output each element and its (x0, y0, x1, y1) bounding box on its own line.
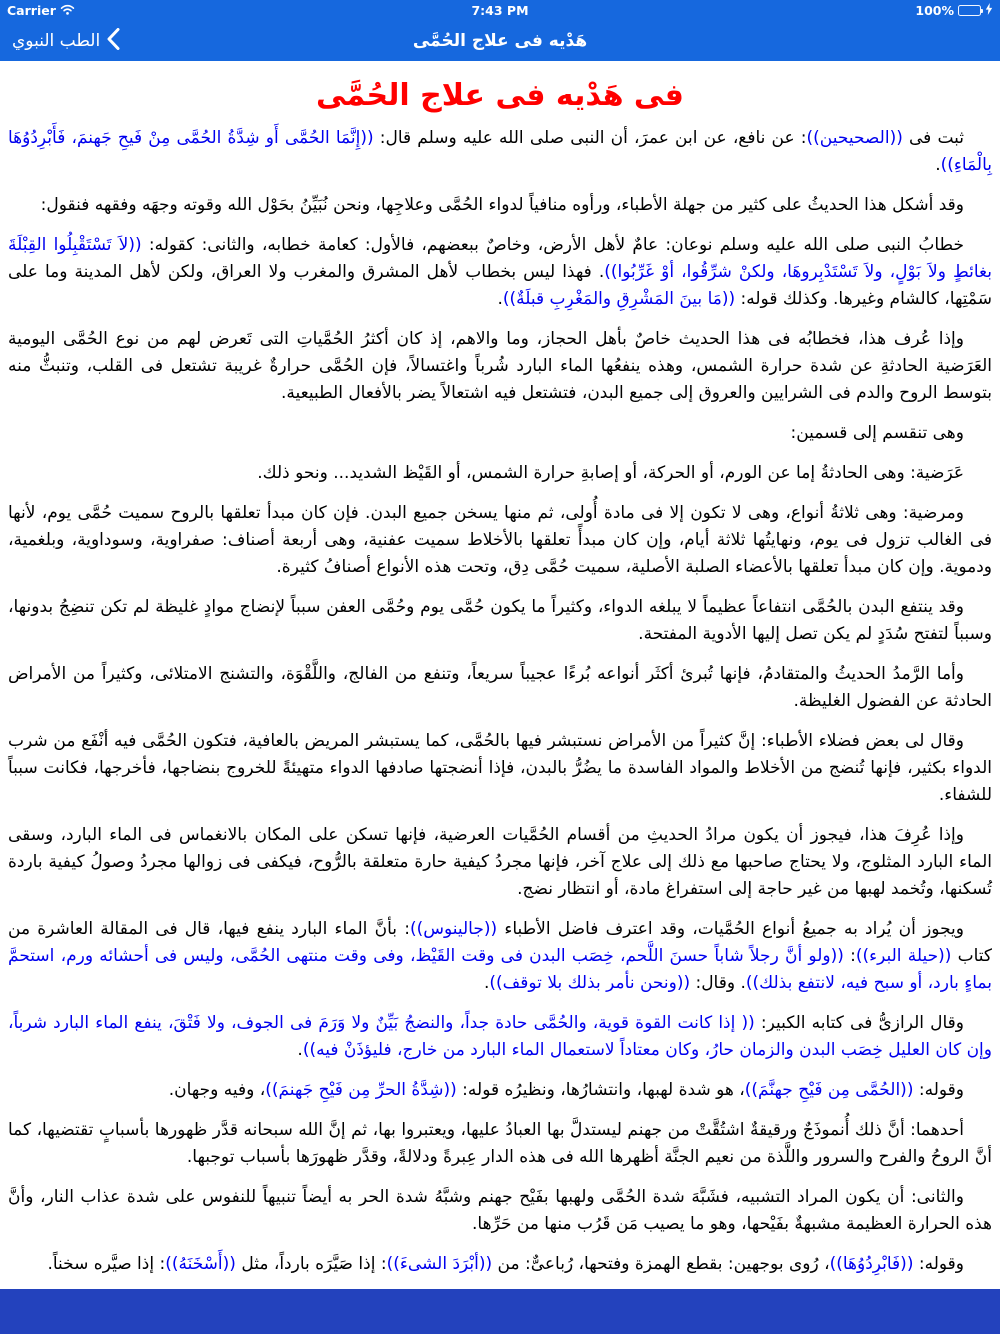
paragraph (8, 1184, 992, 1238)
quoted-text: ((أَسْخَنَهُ)) (165, 1253, 236, 1274)
paragraph (8, 916, 992, 997)
paragraph (8, 125, 992, 179)
body-text: . (935, 154, 941, 175)
body-text: : إذا صَيَّرَه بارداً، مثل (235, 1253, 387, 1274)
paragraph (8, 594, 992, 648)
body-text: : إذا صيَّره سخناً. (47, 1253, 166, 1274)
paragraph (8, 192, 992, 219)
quoted-text: ((الحُمَّى مِن فَيْحِ جهنَّمَ)) (744, 1079, 914, 1100)
status-bar-right (833, 3, 993, 18)
paragraph (8, 460, 992, 487)
bottom-toolbar (0, 1289, 1000, 1334)
carrier-label: Carrier (7, 3, 56, 18)
back-button[interactable] (12, 21, 120, 61)
paragraph (8, 420, 992, 447)
body-text: وقد أشكل هذا الحديثُ على كثير من جهلة الأطباء، ورأوه منافياً لدواء الحُمَّى وعلاجِها، ونحن نُبَيِّنُ بحَوْل الله وقوته وجهَه وفقهه فنقول: (40, 194, 964, 215)
body-text: . (497, 288, 503, 309)
body-text: ويجوز أن يُراد به جميعُ أنواع الحُمَّيات، وقد اعترف فاضل الأطباء (497, 918, 964, 939)
article-body (8, 125, 992, 1278)
wifi-icon (60, 3, 75, 18)
quoted-text: ((جالينوس)) (409, 918, 498, 939)
body-text: ثبت فى (902, 127, 964, 148)
quoted-text: ((لاَ تَسْتَقْبِلُوا القِبْلَةَ بغائطٍ ولاَ بَوْلٍ، ولاَ تَسْتَدْبِروهَا، ولكنْ شرِّقُوا، أوْ غَرِّبُوا)) (8, 234, 992, 282)
article-heading: فى هَدْيه فى علاج الحُمَّى (316, 78, 684, 113)
body-text: : عن نافع، عن ابن عمرَ، أن النبى صلى الله عليه وسلم قال: (373, 127, 807, 148)
body-text: وهى تنقسم إلى قسمين: (790, 422, 964, 443)
body-text: وقوله: (913, 1253, 964, 1274)
paragraph (8, 822, 992, 903)
quoted-text: ((مَا بينَ المَشْرِقِ والمَغْرِبِ قبلَةٌ)) (502, 288, 736, 309)
body-text: ، هو شدة لهبها، وانتشارُها، ونظيرُه قوله: (456, 1079, 745, 1100)
paragraph (8, 1117, 992, 1171)
body-text: وقال الرازىُّ فى كتابه الكبير: (754, 1012, 964, 1033)
body-text: أحدهما: أنَّ ذلك أُنموذَجٌ ورقيقةٌ اشتُقَّتْ من جهنم ليستدلَّ بها العبادُ عليها، ويعتبروا بها، ثم إنَّ الله سبحانه قدَّر ظهورها بأسبابٍ تقتضيها، كما أنَّ الروحُ والفرح والسرور واللَّذة من نعيم الجنَّة أظهرها الله فى هذه الدار عِبرةً ودلالةً، وقدَّر ظهورَها بأسباب توجبها. (8, 1119, 992, 1167)
quoted-text: ((فَابْرِدُوُهَا)) (829, 1253, 914, 1274)
body-text: وإذا عُرف هذا، فخطابُه فى هذا الحديث خاصٌ بأهل الحجاز، وما والاهم، إذ كان أكثرُ الحُمَّياتِ التى تَعرض لهم من نوع الحُمَّى اليومية العَرَضية الحادثةِ عن شدة حرارة الشمس، وهذه ينفعُها الماء البارد شُرباً واغتسالاً، فإن الحُمَّى حرارةٌ غريبة تشتعل فى القلب، وتنبثُّ منه بتوسط الروح والدم فى الشرايين والعروق إلى جميع البدن، فتشتعل فيه اشتعالاً يضر بالأفعال الطبيعية. (8, 328, 992, 403)
body-text: ، وفيه وجهان. (168, 1079, 266, 1100)
body-text: : بأنَّ الماء البارد ينفع فيها، قال فى المقالة العاشرة من كتاب (8, 918, 992, 966)
quoted-text: ((الصحيحين)) (806, 127, 903, 148)
body-text: . فهذا ليس بخطاب لأهل المشرق والمغرب ولا العراق، ولكن لأهل المدينة وما على سَمْتِها، كالشام وغيرها. وكذلك قوله: (8, 261, 992, 309)
body-text: وأما الرَّمدُ الحديثُ والمتقادمُ، فإنها تُبرئ أكثَر أنواعه بُرءًا عجيباً سريعاً، وتنفع من الفالج، واللَّقْوَة، والتشنج الامتلائى، وكثيراً من الأمراض الحادثة عن الفضول الغليظة. (8, 663, 992, 711)
quoted-text: ((حيلة البرء)) (855, 945, 952, 966)
page-title: هَدْيه فى علاج الحُمَّى (412, 31, 588, 51)
paragraph (8, 1251, 992, 1278)
body-text: ومرضية: وهى ثلاثةُ أنواع، وهى لا تكون إلا فى مادة أُولى، ثم منها يسخن جميع البدن. فإن كان مبدأ تعلقها بالروح سميت حُمَّى يوم، لأنها فى الغالب تزول فى يوم، ونهايتُها ثلاثة أيام، وإن كان مبدأً تعلقها بالأخلاط سميت عفنية، وهى أربعة أصناف: صفراوية، وسوداوية، وبلغمية، ودموية. وإن كان مبدأ تعلقها بالأعضاء الصلبة الأصلية، سميت حُمَّى دِق، وتحت هذه الأنواع أصنافُ كثيرة. (8, 502, 992, 577)
body-text: ، رُوى بوجهين: بقطع الهمزة وفتحها، رُباعىٌّ: من (492, 1253, 830, 1274)
quoted-text: (( إذا كانت القوة قوية، والحُمَّى حادة جداً، والنضجُ بَيِّنٌ ولا وَرَمَ فى الجوف، ولا فَتْقَ، ينفع الماء البارد شرباً، وإن كان العليل خِصَب البدن والزمان حارُ، وكان معتاداً لاستعمال الماء البارد من خارج، فليؤذَنْ فيه)) (8, 1012, 992, 1060)
body-text: وإذا عُرِفَ هذا، فيجوز أن يكون مرادُ الحديثِ من أقسام الحُمَّيات العرضية، فإنها تسكن على المكان بالانغماس فى الماء البارد، وسقى الماء البارد المثلوج، ولا يحتاج صاحبها مع ذلك إلى علاج آخر، فإنها مجردُ كيفية حارة متعلقة بالرُّوح، فيكفى فى زوالها مجردُ وصولُ كيفية باردة تُسكنها، وتُخمد لهبها من غير حاجة إلى استفراغ مادة، أو انتظار نضج. (8, 824, 992, 899)
back-chevron-icon (107, 28, 120, 55)
body-text: وقوله: (913, 1079, 964, 1100)
paragraph (8, 661, 992, 715)
body-text: . وقال: (690, 972, 746, 993)
back-button-label: الطب النبوي (12, 31, 101, 51)
quoted-text: ((ولو أنَّ رجلاً شاباً حسنَ اللَّحم، خِصَب البدن فى وقت القَيْظ، وفى وقت منتهى الحُمَّى، وليس فى أحشائه ورم، استحمَّ بماءٍ بارد، أو سبح فيه، لانتفع بذلك)) (8, 945, 992, 993)
quoted-text: ((إِنَّمَا الحُمَّى أَو شِدَّةُ الحُمَّى مِنْ فَيحِ جَهنمَ، فَأَبْرِدُوُهَا بِالْمَاءِ)) (8, 127, 992, 175)
status-bar-left (7, 3, 167, 18)
paragraph (8, 1010, 992, 1064)
body-text: عَرَضية: وهى الحادثةُ إما عن الورم، أو الحركة، أو إصابةِ حرارة الشمس، أو القَيْظ الشديد... ونحو ذلك. (257, 462, 964, 483)
body-text: . (484, 972, 490, 993)
paragraph (8, 232, 992, 313)
navigation-bar (0, 21, 1000, 61)
article-content[interactable] (0, 61, 1000, 1289)
clock: 7:43 PM (471, 3, 529, 18)
paragraph (8, 728, 992, 809)
body-text: والثانى: أن يكون المراد التشبيه، فشَبَّهَ شدة الحُمَّى ولهبها بفَيْح جهنم وشبَّهُ شدة الحر به أيضاً تنبيهاً للنفوس على شدة عذاب النار، وأنَّ هذه الحرارة العظيمة مشبهةٌ بفَيْحها، وهو ما يصيب مَن قَرُب منها من حَرِّها. (8, 1186, 992, 1234)
body-text: خطابُ النبى صلى الله عليه وسلم نوعان: عامٌ لأهل الأرض، وخاصٌ ببعضهم، فالأول: كعامة خطابه، والثانى: كقوله: (141, 234, 964, 255)
quoted-text: ((ونحن نأمر بذلك بلا توقف)) (489, 972, 691, 993)
battery-icon (958, 5, 981, 16)
body-text: : (843, 945, 856, 966)
paragraph (8, 1077, 992, 1104)
paragraph (8, 500, 992, 581)
paragraph (8, 326, 992, 407)
body-text: وقال لى بعض فضلاء الأطباء: إنَّ كثيراً من الأمراض نستبشر فيها بالحُمَّى، كما يستبشر المريض بالعافية، فتكون الحُمَّى فيه أنْفَع من شرب الدواء بكثير، فإنها تُنضج من الأخلاط والمواد الفاسدة ما يضُرُّ بالبدن، فإذا أنضجتها صادفها الدواء متهيئةً للخروج بنضاجها، فأخرجها، فكانت سبباً للشفاء. (8, 730, 992, 805)
quoted-text: ((أبْرَدَ الشىءَ)) (386, 1253, 493, 1274)
body-text: . (297, 1039, 303, 1060)
battery-percent: 100% (915, 3, 954, 18)
charging-bolt-icon (985, 3, 993, 18)
quoted-text: ((شِدَّةُ الحرِّ مِن فَيْحِ جَهنمَ)) (265, 1079, 457, 1100)
body-text: وقد ينتفع البدن بالحُمَّى انتفاعاً عظيماً لا يبلغه الدواء، وكثيراً ما يكون حُمَّى يوم وحُمَّى العفن سبباً لإنضاج موادٍ غليظة لم تكن تنضِجُ بدونها، وسبباً لتفتح سُدَدٍ لم يكن تصل إليها الأدوية المفتحة. (8, 596, 992, 644)
status-bar (0, 0, 1000, 21)
